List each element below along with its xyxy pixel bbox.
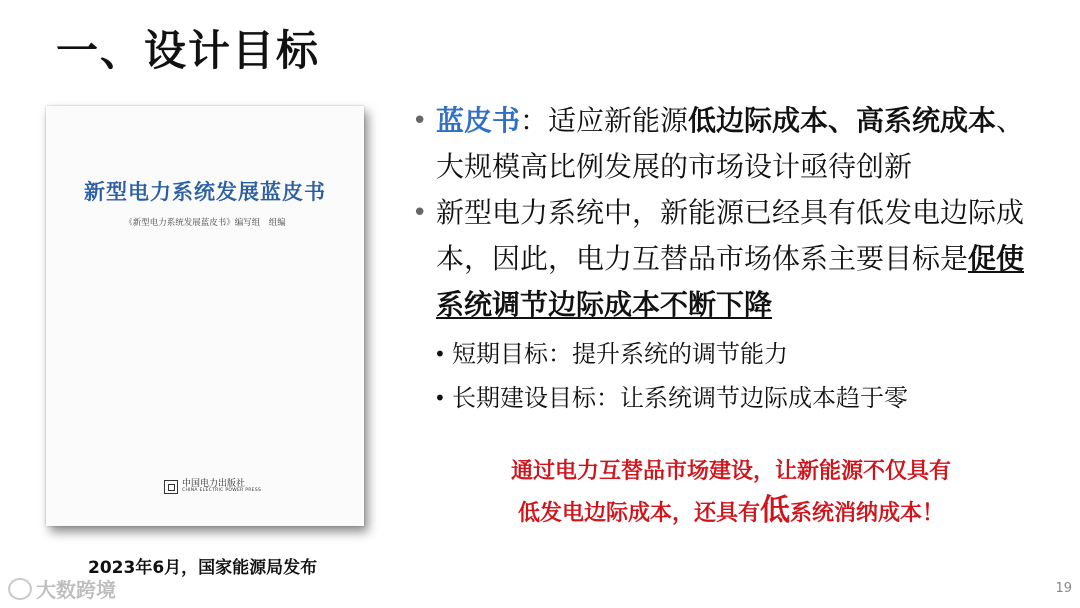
publisher-logo-icon (164, 480, 178, 494)
sub-bullet-long-term (412, 376, 1052, 420)
wechat-logo-icon (8, 578, 32, 600)
bullet-text: 、大规模高比例发展的市场设计亟待创新 (436, 104, 1025, 183)
bullet-list (412, 98, 1052, 420)
callout-emphasis: 低 (760, 493, 790, 528)
book-cover-image (46, 106, 364, 526)
bullet-dot-icon: • (434, 386, 446, 410)
publisher-names (182, 480, 261, 494)
sub-bullet-short-term (412, 332, 1052, 376)
bullet-text: ：适应新能源 (520, 104, 689, 137)
bullet-new-power-system (412, 190, 1052, 328)
callout-text: 低发电边际成本，还具有 (517, 500, 760, 526)
bullet-dot-icon: • (412, 198, 428, 228)
callout-text: 系统消纳成本！ (790, 500, 945, 526)
sub-bullet-text: 短期目标：提升系统的调节能力 (452, 340, 788, 368)
page-number: 19 (1055, 581, 1072, 596)
publisher-name-en: CHINA ELECTRIC POWER PRESS (182, 488, 262, 494)
callout-line-2 (436, 491, 1026, 533)
slide-title: 一、设计目标 (56, 26, 321, 75)
bullet-keyword: 蓝皮书 (436, 104, 521, 137)
book-editor: 《新型电力系统发展蓝皮书》编写组 组编 (124, 218, 286, 228)
book-title: 新型电力系统发展蓝皮书 (84, 179, 326, 204)
book-publisher (164, 480, 261, 494)
watermark-text: 大数跨境 (36, 578, 116, 602)
bullet-blue-book (412, 98, 1052, 190)
sub-bullet-text: 长期建设目标：让系统调节边际成本趋于零 (452, 384, 908, 412)
watermark (8, 574, 116, 603)
callout-line-1: 通过电力互替品市场建设，让新能源不仅具有 (510, 458, 951, 484)
bullet-bold-text: 低边际成本、高系统成本 (688, 104, 997, 137)
publisher-name-cn: 中国电力出版社 (182, 479, 246, 490)
bullet-underlined-text: 促使系统调节边际成本不断下降 (436, 242, 1025, 321)
book-caption: 2023年6月，国家能源局发布 (88, 558, 318, 578)
bullet-text: 新型电力系统中，新能源已经具有低发电边际成本，因此，电力互替品市场体系主要目标是 (436, 196, 1025, 275)
bullet-dot-icon: • (412, 106, 428, 136)
bullet-dot-icon: • (434, 342, 446, 366)
callout-conclusion (436, 451, 1026, 533)
sub-bullet-list (412, 332, 1052, 420)
